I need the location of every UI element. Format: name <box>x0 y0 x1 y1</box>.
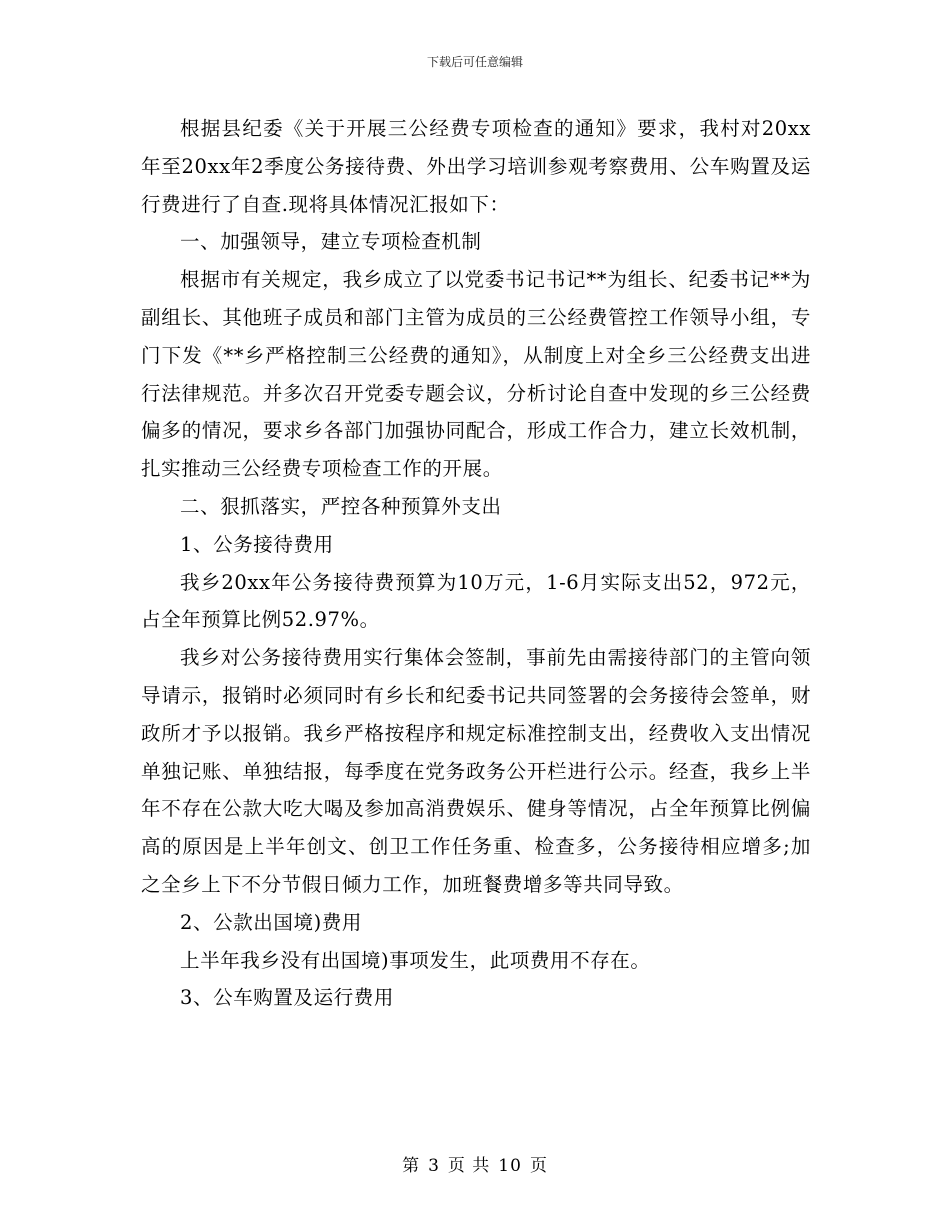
section-heading-1: 一、加强领导，建立专项检查机制 <box>180 230 482 254</box>
subheading-vehicles: 3、公车购置及运行费用 <box>180 986 395 1010</box>
footer-middle: 页 共 <box>447 1156 491 1176</box>
footer-suffix: 页 <box>529 1156 548 1176</box>
subheading-reception: 1、公务接待费用 <box>180 532 334 556</box>
footer-current-page: 3 <box>428 1156 440 1176</box>
paragraph-intro: 根据县纪委《关于开展三公经费专项检查的通知》要求，我村对20xx年至20xx年2季度公务接待费、外出学习培训参观考察费用、公车购置及运行费进行了自查.现将具体情况汇报如下： <box>141 117 811 216</box>
paragraph-leadership: 根据市有关规定，我乡成立了以党委书记书记**为组长、纪委书记**为副组长、其他班子成员和部门主管为成员的三公经费管控工作领导小组，专门下发《**乡严格控制三公经费的通知》，从制度上对全乡三公经费支出进行法律规范。并多次召开党委专题会议，分析讨论自查中发现的乡三公经费偏多的情况，要求乡各部门加强协同配合，形成工作合力，建立长效机制，扎实推动三公经费专项检查工作的开展。 <box>141 268 811 481</box>
document-body <box>141 110 811 1017</box>
header-note: 下载后可任意编辑 <box>426 55 523 69</box>
subheading-overseas: 2、公款出国境)费用 <box>180 910 363 934</box>
footer-prefix: 第 <box>402 1156 421 1176</box>
paragraph-reception-budget: 我乡20xx年公务接待费预算为10万元，1-6月实际支出52，972元，占全年预算比例52.97%。 <box>141 570 811 632</box>
footer-total-pages: 10 <box>498 1156 522 1176</box>
paragraph-overseas: 上半年我乡没有出国境)事项发生，此项费用不存在。 <box>180 948 651 972</box>
paragraph-reception-control: 我乡对公务接待费用实行集体会签制，事前先由需接待部门的主管向领导请示，报销时必须同时有乡长和纪委书记共同签署的会务接待会签单，财政所才予以报销。我乡严格按程序和规定标准控制支出，经费收入支出情况单独记账、单独结报，每季度在党务政务公开栏进行公示。经查，我乡上半年不存在公款大吃大喝及参加高消费娱乐、健身等情况，占全年预算比例偏高的原因是上半年创文、创卫工作任务重、检查多，公务接待相应增多;加之全乡上下不分节假日倾力工作，加班餐费增多等共同导致。 <box>141 646 811 896</box>
page-footer <box>0 1155 950 1177</box>
section-heading-2: 二、狠抓落实，严控各种预算外支出 <box>180 494 502 518</box>
